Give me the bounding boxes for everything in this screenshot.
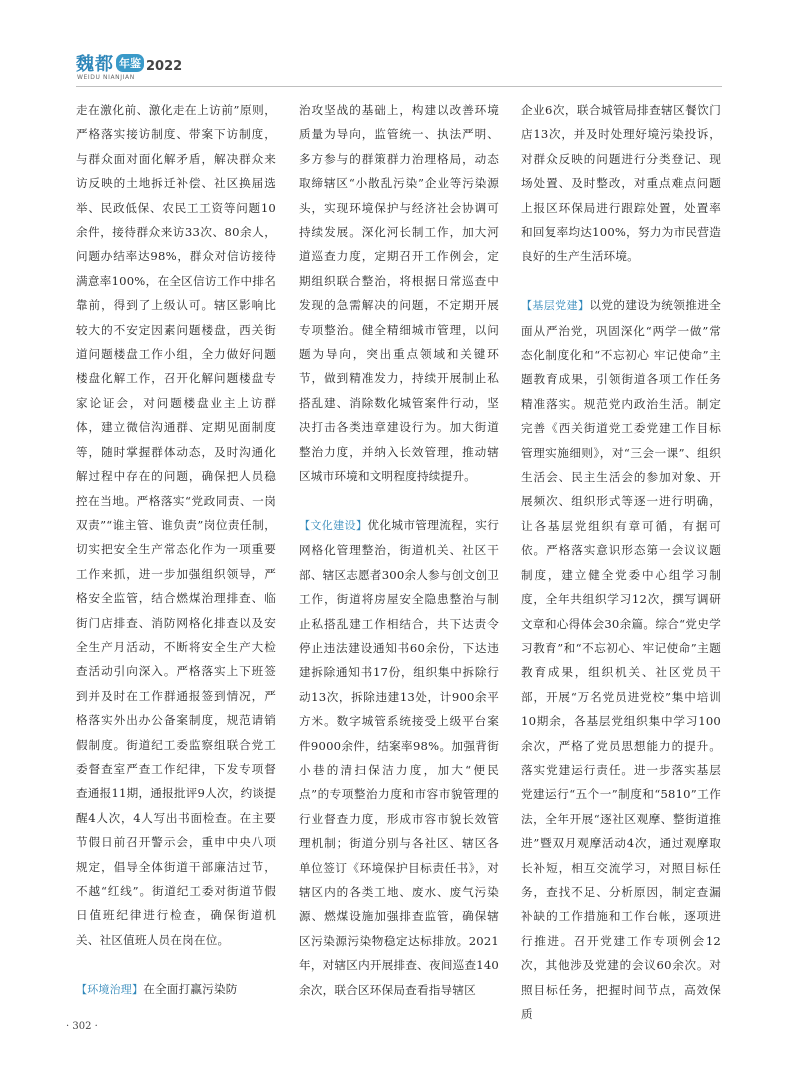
environment-section xyxy=(76,977,276,1002)
text-column-2 xyxy=(299,98,499,1030)
logo-year: 2022 xyxy=(146,59,183,74)
logo-main-text: 魏都 xyxy=(76,54,114,75)
section-tag-culture: 【文化建设】 xyxy=(299,518,368,532)
party-building-section xyxy=(521,293,721,1026)
section-tag-party-building: 【基层党建】 xyxy=(521,299,590,313)
environment-section-text: 在全面打赢污染防 xyxy=(143,981,238,996)
column-2-paragraph: 治攻坚战的基础上，构建以改善环境质量为导向，监管统一、执法严明、多方参与的群策群力治理格局，动态取缔辖区“小散乱污染”企业等污染源头，实现环境保护与经济社会协调可持续发展。深化河长制工作，加大河道巡查力度，定期召开工作例会，定期组织联合整治，将根据日常巡查中发现的急需解决的问题，不定期开展专项整治。健全精细城市管理，以问题为导向，突出重点领域和关键环节，做到精准发力，持续开展制止私搭乱建、消除数化城管案件行动，坚决打击各类违章建设行为。加大街道整治力度，并纳入长效管理，推动辖区城市环境和文明程度持续提升。 xyxy=(299,103,499,484)
text-column-3 xyxy=(521,98,721,1030)
paragraph-spacer xyxy=(521,269,721,293)
paragraph-spacer xyxy=(76,952,276,976)
page-number: · 302 · xyxy=(66,1021,98,1032)
culture-section-text: 优化城市管理流程，实行网格化管理整治，街道机关、社区干部、辖区志愿者300余人参与创文创卫工作，街道将房屋安全隐患整治与制止私搭乱建工作相结合，共下达责令停止违法建设通知书60余份，下达违建拆除通知书17份，组织集中拆除行动13次，拆除违建13处，计900余平方米。数字城管系统接受上级平台案件9000余件，结案率98%。加强背街小巷的清扫保洁力度，加大“便民点”的专项整治力度和市容市貌管理的行业督查力度，形成市容市貌长效管理机制；街道分别与各社区、辖区各单位签订《环境保护目标责任书》，对辖区内的各类工地、废水、废气污染源、燃煤设施加强排查监管，确保辖区污染源污染物稳定达标排放。2021年，对辖区内开展排查、夜间巡查140余次，联合区环保局查看指导辖区 xyxy=(299,517,499,997)
column-1-paragraph: 走在激化前、激化走在上访前”原则，严格落实接访制度、带案下访制度，与群众面对面化解矛盾，解决群众来访反映的土地拆迁补偿、社区换届选举、民政低保、农民工工资等问题10余件，接待群众来访33次、80余人，问题办结率达98%，群众对信访接待满意率100%，在全区信访工作中排名靠前，得到了上级认可。辖区影响比较大的不安定因素问题楼盘，西关街道问题楼盘工作小组，全力做好问题楼盘化解工作，召开化解问题楼盘专家论证会，对问题楼盘业主上访群体，建立微信沟通群、定期见面制度等，随时掌握群体动态，及时沟通化解过程中存在的问题，确保把人员稳控在当地。严格落实“党政同责、一岗双责”“谁主管、谁负责”岗位责任制，切实把安全生产常态化作为一项重要工作来抓，进一步加强组织领导，严格安全监管，结合燃煤治理排查、临街门店排查、消防网格化排查以及安全生产月活动，不断将安全生产大检查活动引向深入。严格落实上下班签到并及时在工作群通报签到情况，严格落实外出办公备案制度，规范请销假制度。街道纪工委监察组联合党工委督查室严查工作纪律，下发专项督查通报11期，通报批评9人次，约谈提醒4人次，4人写出书面检查。在主要节假日前召开警示会，重申中央八项规定，倡导全体街道干部廉洁过节，不越“红线”。街道纪工委对街道节假日值班纪律进行检查，确保街道机关、社区值班人员在岗在位。 xyxy=(76,103,276,947)
text-column-1 xyxy=(76,98,276,1030)
culture-section xyxy=(299,513,499,1002)
header-divider xyxy=(76,86,722,87)
section-tag-environment: 【环境治理】 xyxy=(76,982,144,996)
logo-subtitle: WEIDU NIANJIAN xyxy=(77,74,135,81)
logo-badge: 年鉴 xyxy=(116,54,144,72)
paragraph-spacer xyxy=(299,489,499,513)
yearbook-logo xyxy=(76,50,182,76)
party-building-section-text: 以党的建设为统领推进全面从严治党，巩固深化“两学一做”常态化制度化和“不忘初心 牢记使命”主题教育成果，引领街道各项工作任务精准落实。规范党内政治生活。制定完善《西关街道党工委党建工作目标管理实施细则》，对“三会一课”、组织生活会、民主生活会的参加对象、开展频次、组织形式等逐一进行明确，让各基层党组织有章可循，有据可依。严格落实意识形态第一会议议题制度，建立健全党委中心组学习制度，全年共组织学习12次，撰写调研文章和心得体会30余篇。综合“党史学习教育”和“不忘初心、牢记使命”主题教育成果，组织机关、社区党员干部，开展“万名党员进党校”集中培训10期余，各基层党组织集中学习100余次，严格了党员思想能力的提升。落实党建运行责任。进一步落实基层党建运行“五个一”制度和“5810”工作法，全年开展“逐社区观摩、整街道推进”暨双月观摩活动4次，通过观摩取长补短，相互交流学习，对照目标任务，查找不足、分析原因，制定查漏补缺的工作措施和工作台帐，逐项进行推进。召开党建工作专项例会12次，其他涉及党建的会议60余次。对照目标任务，把握时间节点，高效保质 xyxy=(521,298,721,1022)
column-3-paragraph: 企业6次，联合城管局排查辖区餐饮门店13次，并及时处理好境污染投诉，对群众反映的问题进行分类登记、现场处置、及时整改，对重点难点问题上报区环保局进行跟踪处置，处置率和回复率均达100%，努力为市民营造良好的生产生活环境。 xyxy=(521,103,721,264)
